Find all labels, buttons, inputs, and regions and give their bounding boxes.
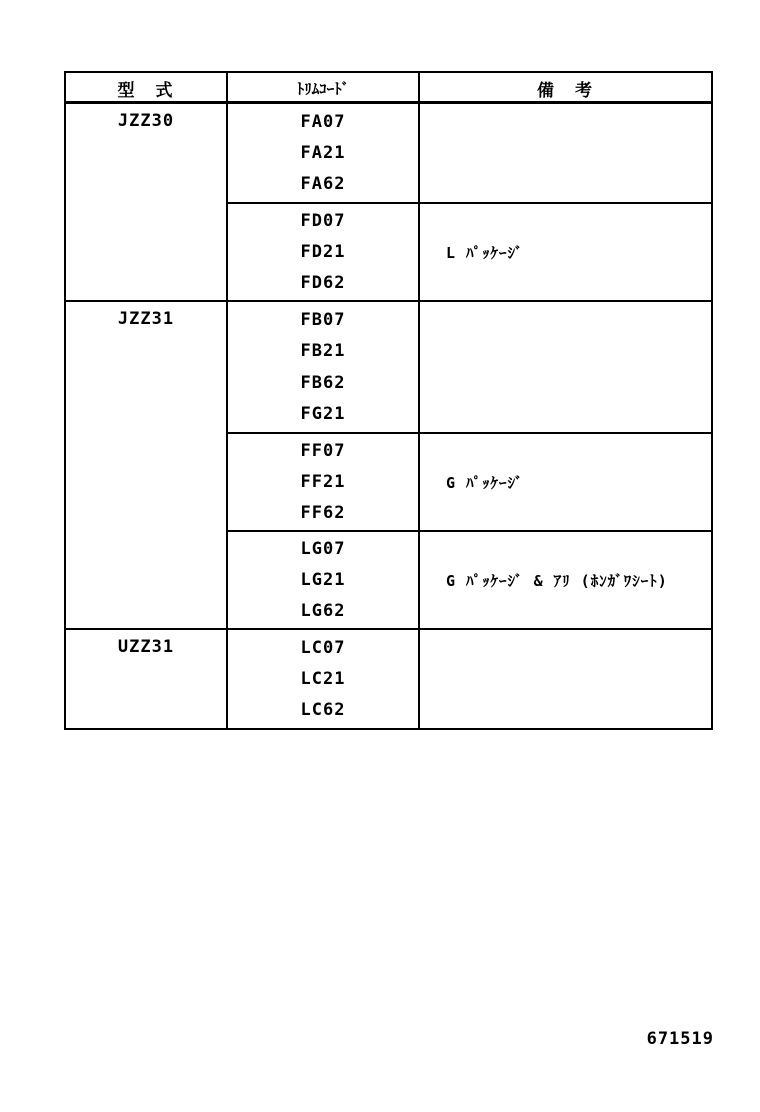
model-section-jzz31 bbox=[66, 300, 711, 628]
trim-group bbox=[228, 530, 711, 628]
trim-code: FA21 bbox=[300, 142, 346, 163]
trim-groups bbox=[228, 104, 711, 300]
trim-code-list bbox=[228, 434, 420, 530]
trim-group bbox=[228, 630, 711, 728]
trim-code-list bbox=[228, 204, 420, 300]
trim-code: FA62 bbox=[300, 174, 346, 195]
trim-code: FF21 bbox=[300, 472, 346, 492]
trim-code: FD07 bbox=[300, 211, 346, 232]
trim-code: FA07 bbox=[300, 111, 346, 132]
trim-code-list bbox=[228, 630, 420, 728]
trim-code: LC21 bbox=[300, 668, 346, 689]
trim-code: FB21 bbox=[300, 341, 346, 362]
remark: G ﾊﾟｯｹｰｼﾞ & ｱﾘ (ﾎﾝｶﾞﾜｼｰﾄ) bbox=[446, 571, 668, 590]
trim-code: FB62 bbox=[300, 372, 346, 393]
header-remarks: 備 考 bbox=[537, 80, 594, 101]
trim-group bbox=[228, 104, 711, 202]
trim-code: FF07 bbox=[300, 441, 346, 462]
remark: L ﾊﾟｯｹｰｼﾞ bbox=[446, 243, 524, 262]
trim-group bbox=[228, 202, 711, 300]
trim-code: FG21 bbox=[300, 404, 346, 425]
remark bbox=[420, 630, 711, 728]
trim-code: FB07 bbox=[300, 309, 346, 330]
remark bbox=[420, 302, 711, 432]
trim-code: FD62 bbox=[300, 272, 346, 293]
trim-group bbox=[228, 432, 711, 530]
table-header-row bbox=[66, 73, 711, 104]
page-number: 671519 bbox=[646, 1029, 714, 1049]
trim-code-list bbox=[228, 532, 420, 628]
model-section-uzz31 bbox=[66, 628, 711, 728]
remark: G ﾊﾟｯｹｰｼﾞ bbox=[446, 473, 524, 492]
model-code: JZZ30 bbox=[66, 104, 228, 300]
trim-groups bbox=[228, 302, 711, 628]
trim-group bbox=[228, 302, 711, 432]
trim-code: FF62 bbox=[300, 502, 346, 523]
trim-groups bbox=[228, 630, 711, 728]
trim-code: LG62 bbox=[300, 600, 346, 621]
trim-code-list bbox=[228, 104, 420, 202]
trim-code: LC07 bbox=[300, 637, 346, 658]
trim-code-list bbox=[228, 302, 420, 432]
model-section-jzz30 bbox=[66, 104, 711, 300]
trim-code: LG21 bbox=[300, 570, 346, 590]
header-trim-code: ﾄﾘﾑｺｰﾄﾞ bbox=[228, 73, 420, 101]
header-model: 型 式 bbox=[66, 73, 228, 101]
trim-code: LC62 bbox=[300, 700, 346, 721]
trim-code: LG07 bbox=[300, 539, 346, 560]
model-code: UZZ31 bbox=[66, 630, 228, 728]
remark bbox=[420, 104, 711, 202]
trim-code: FD21 bbox=[300, 242, 346, 262]
trim-code-table bbox=[64, 71, 713, 730]
model-code: JZZ31 bbox=[66, 302, 228, 628]
